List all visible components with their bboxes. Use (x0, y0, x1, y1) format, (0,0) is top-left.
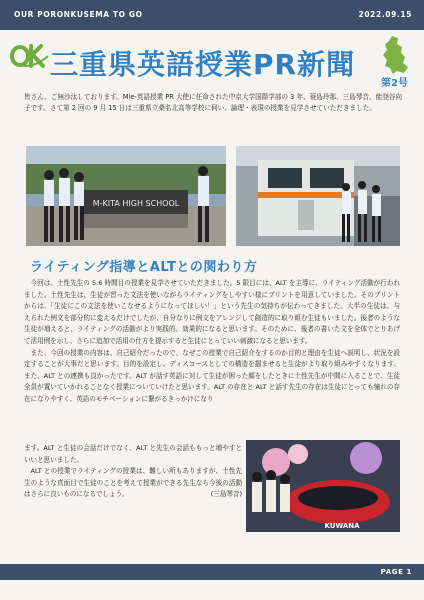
article-paragraph-2-continued: ます。ALT と生徒の会話だけでなく、ALT と先生の会話ももっと増やすといいと思いました。 (24, 444, 242, 464)
top-banner (0, 0, 424, 30)
article-paragraph-1: 今回は、土性先生の 5.6 時間目の授業を見学させていただきました。5 限目には、ALT を主導に、ライティング活動が行われました。土性先生は、生徒が習った文法を使いながらライティングをしやすい様にプリントを用意していました。そのプリントからは、「生徒にこの文法を使いこなせるようになってほしい！」という先生の気持ちが伝わってきました。大半の生徒は、与えられた例文を部分的に変えるだけでしたが、自分なりに例文をアレンジして創造的に取り組む生徒もいました。後者のような生徒が増えると、ライティングの活動がより実践的、効果的になると思います。そのために、後者の書いた文を全体でとりあげて活用例を示し、さらに追加で活用の仕方を提示すると生徒にとっていい刺激になると思います。 (24, 279, 400, 345)
masthead (0, 30, 424, 90)
article-paragraph-2: また、今回の授業の内容は、自己紹介だったので、なぜこの授業で自己紹介をするのか目的と理由を生徒へ説明し、状況を設定することが大事だと思います。目的を設定し、ディスコースとしての構造を掴ませると生徒がより取り組みやすくなります。また、ALT との連携も良かったです。ALT が話す英語に対して生徒が困った顔をしたときに土性先生が中間に入ることで、生徒全員が置いていかれることなく授業についていけたと思います。ALT の存在と ALT と話す先生の存在は生徒にとっても憧れの存在になりやすく、英語のモチベーションに繋がるきっかけになり (24, 348, 400, 403)
page-number: PAGE 1 (380, 568, 412, 576)
ok-logo-icon (10, 42, 50, 68)
intro-paragraph: 皆さん、ご無沙汰しております。Mie-英語授業 PR 大使に任命された中京大学国際学部の 3 年、蓑島玲那、三島琴音、能登谷向子です。さて第 2 回の 9 月 15 日は三重県立桑名北高等学校に伺い、論理・表現の授業を見学させていただきました。 (24, 93, 402, 113)
article-body-wrap (24, 443, 242, 501)
article-heading: ライティング指導とALTとの関わり方 (30, 260, 258, 275)
series-name: OUR PORONKUSEMA TO GO (14, 10, 143, 19)
mie-prefecture-map-icon (378, 35, 412, 75)
issue-date: 2022.09.15 (358, 10, 412, 19)
train-photo (236, 146, 400, 246)
school-sign-text: M-KITA HIGH SCHOOL (92, 199, 180, 208)
kuwana-text: KUWANA (324, 522, 360, 530)
article-paragraph-3 (24, 466, 242, 501)
bottom-banner (0, 564, 424, 580)
issue-number: 第2号 (381, 78, 408, 89)
newspaper-title: 三重県英語授業PR新聞 (50, 48, 356, 81)
kuwana-panel-photo (246, 440, 400, 532)
school-sign-photo (26, 146, 226, 246)
article-author: (三島琴音) (210, 490, 242, 499)
article-body (24, 278, 400, 406)
article-paragraph-3-text: ALT との授業でライティングの授業は、難しい所もありますが、土性先生のような真面目で生徒のことを考えて授業ができる先生なら今後の活動はさらに良いものになるでしょう。 (24, 467, 242, 499)
